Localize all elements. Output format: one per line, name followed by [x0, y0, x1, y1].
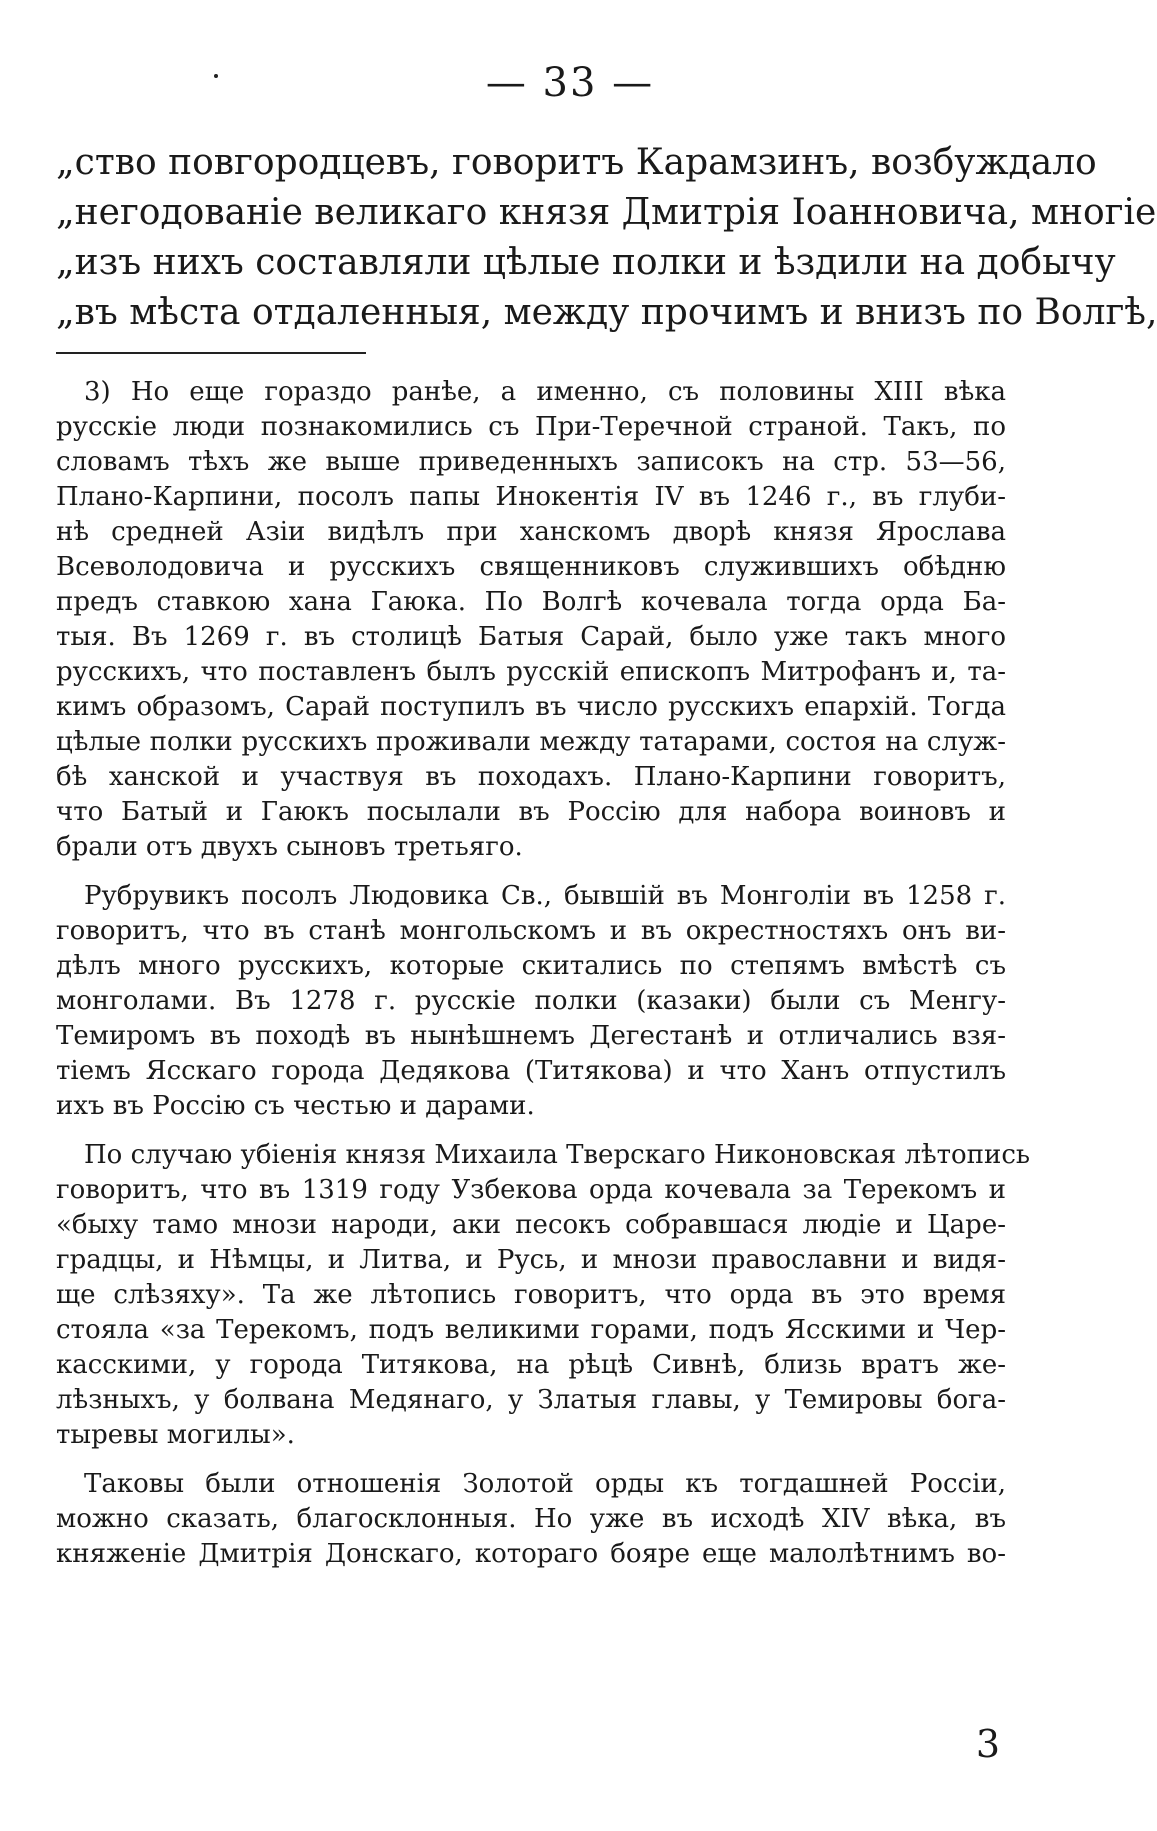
page-number: — 33 —	[485, 60, 655, 106]
footnote-line: предъ ставкою хана Гаюка. По Волгѣ кочевала тогда орда Ба-	[56, 587, 1006, 617]
footnote-line: ще слѣзяху». Та же лѣтопись говоритъ, что орда въ это время	[56, 1280, 1006, 1310]
footnote-line: дѣлъ много русскихъ, которые скитались по степямъ вмѣстѣ съ	[56, 951, 1006, 981]
main-text-line: „ство повгородцевъ, говоритъ Карамзинъ, возбуждало	[56, 142, 1097, 183]
footnote-paragraph	[56, 879, 1006, 1124]
footnote-line: Всеволодовича и русскихъ священниковъ служившихъ обѣдню	[56, 552, 1006, 582]
footnote-line: нѣ средней Азіи видѣлъ при ханскомъ дворѣ князя Ярослава	[56, 517, 1006, 547]
main-text-block	[56, 138, 1157, 338]
footnote-paragraph	[56, 1467, 1006, 1572]
signature-mark: 3	[975, 1722, 1000, 1766]
footnote-line: «быху тамо мнози народи, аки песокъ собравшася людіе и Царе-	[56, 1210, 1006, 1240]
footnote-line: можно сказать, благосклонныя. Но уже въ исходѣ XIV вѣка, въ	[56, 1504, 1006, 1534]
footnote-line: цѣлые полки русскихъ проживали между татарами, состоя на служ-	[56, 727, 1006, 757]
footnote-line: тіемъ Ясскаго города Дедякова (Титякова) и что Ханъ отпустилъ	[56, 1056, 1006, 1086]
footnote-line: градцы, и Нѣмцы, и Литва, и Русь, и мнози православни и видя-	[56, 1245, 1006, 1275]
footnote-line: тыя. Въ 1269 г. въ столицѣ Батыя Сарай, было уже такъ много	[56, 622, 1006, 652]
footnote-line: монголами. Въ 1278 г. русскіе полки (казаки) были съ Менгу-	[56, 986, 1006, 1016]
footnote-line: русскіе люди познакомились съ При-Теречной страной. Такъ, по	[56, 412, 1006, 442]
footnote-paragraph	[56, 1138, 1031, 1453]
footnote-line: что Батый и Гаюкъ посылали въ Россію для набора воиновъ и	[56, 797, 1006, 827]
footnote-line: касскими, у города Титякова, на рѣцѣ Сивнѣ, близь вратъ же-	[56, 1350, 1006, 1380]
footnote-line: бѣ ханской и участвуя въ походахъ. Плано-Карпини говоритъ,	[56, 762, 1006, 792]
footnote-line: говоритъ, что въ 1319 году Узбекова орда кочевала за Терекомъ и	[56, 1175, 1006, 1205]
footnote-line: Темиромъ въ походѣ въ нынѣшнемъ Дегестанѣ и отличались взя-	[56, 1021, 1006, 1051]
footnote-line: Рубрувикъ посолъ Людовика Св., бывшій въ Монголіи въ 1258 г.	[84, 881, 1006, 911]
main-text-line: „изъ нихъ составляли цѣлые полки и ѣздили на добычу	[56, 242, 1116, 283]
footnote-paragraph	[56, 375, 1006, 865]
footnote-line: ихъ въ Россію съ честью и дарами.	[56, 1091, 535, 1121]
footnote-line: кимъ образомъ, Сарай поступилъ въ число русскихъ епархій. Тогда	[56, 692, 1006, 722]
footnote-line: брали отъ двухъ сыновъ третьяго.	[56, 832, 523, 862]
main-text-line: „въ мѣста отдаленныя, между прочимъ и внизъ по Волгѣ,	[56, 292, 1157, 333]
footnote-separator	[56, 352, 366, 354]
ink-speck	[214, 74, 218, 78]
footnote-line: Таковы были отношенія Золотой орды къ тогдашней Россіи,	[84, 1469, 1006, 1499]
footnote-line: Плано-Карпини, посолъ папы Инокентія IV въ 1246 г., въ глуби-	[56, 482, 1006, 512]
footnote-line: лѣзныхъ, у болвана Медянаго, у Златыя главы, у Темировы бога-	[56, 1385, 1006, 1415]
footnote-line: тыревы могилы».	[56, 1420, 295, 1450]
footnote-line: словамъ тѣхъ же выше приведенныхъ записокъ на стр. 53—56,	[56, 447, 1006, 477]
footnote-line: 3) Но еще гораздо ранѣе, а именно, съ половины XIII вѣка	[84, 377, 1006, 407]
main-text-line: „негодованіе великаго князя Дмитрія Іоанновича, многіе	[56, 192, 1157, 233]
footnote-line: говоритъ, что въ станѣ монгольскомъ и въ окрестностяхъ онъ ви-	[56, 916, 1006, 946]
footnote-line: княженіе Дмитрія Донскаго, котораго бояре еще малолѣтнимъ во-	[56, 1539, 1006, 1569]
footnote-block	[56, 375, 1031, 1586]
footnote-line: русскихъ, что поставленъ былъ русскій епископъ Митрофанъ и, та-	[56, 657, 1006, 687]
footnote-line: стояла «за Терекомъ, подъ великими горами, подъ Ясскими и Чер-	[56, 1315, 1006, 1345]
footnote-line: По случаю убіенія князя Михаила Тверскаго Никоновская лѣтопись	[84, 1140, 1031, 1170]
